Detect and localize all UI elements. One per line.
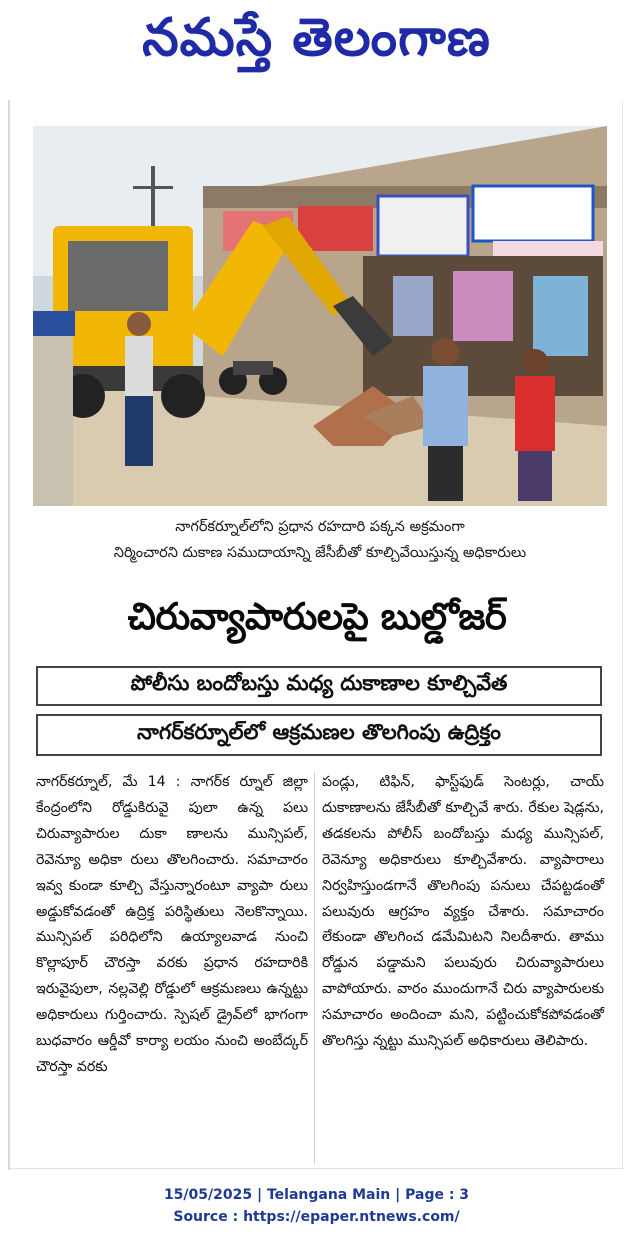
article-column-right — [322, 770, 604, 1055]
photo-caption — [40, 514, 600, 566]
article-text-right: పండ్లు, టిఫిన్‌, ఫాస్ట్‌ఫుడ్‌ సెంటర్లు, చాయ్‌ దుకాణాలను జేసీబీతో కూల్చివే శారు. రేకుల షెడ్లను, తడకలను పోలీస్‌ బందోబస్తు మధ్య మున్సిపల్‌, రెవెన్యూ అధికారులు కూల్చివేశారు. వ్యాపారాలు నిర్వహిస్తుండగానే తొలగింపు పనులు చేపట్టడంతో పలువురు ఆగ్రహం వ్యక్తం చేశారు. సమాచారం లేకుండా తొలగించ డమేమిటని నిలదీశారు. తాము రోడ్డున పడ్డామని పలువురు చిరువ్యాపారులు వాపోయారు. వారం ముందుగానే చిరు వ్యాపారులకు సమాచారం అందించా మని, పట్టించుకోకపోవడంతో తొలగిస్తు న్నట్టు మున్సిపల్‌ అధికారులు తెలిపారు. — [322, 774, 604, 1050]
right-page-rule — [622, 100, 623, 1170]
footer — [0, 1184, 633, 1228]
headline: చిరువ్యాపారులపై బుల్డోజర్ — [127, 595, 507, 638]
footer-date-edition-page: 15/05/2025 | Telangana Main | Page : 3 — [163, 1187, 470, 1203]
bulldozer-photo-icon — [33, 126, 607, 506]
footer-source-link[interactable]: Source : https://epaper.ntnews.com/ — [173, 1209, 460, 1225]
caption-line-1: నాగర్‌కర్నూల్‌లోని ప్రధాన రహదారి పక్కన అక్రమంగా — [175, 519, 465, 535]
news-photo — [33, 126, 607, 506]
column-divider — [314, 772, 315, 1164]
masthead — [0, 0, 633, 88]
left-page-rule — [8, 100, 10, 1170]
article-text-left: నాగర్‌కర్నూల్‌, మే 14 : నాగర్‌క ర్నూల్‌ జిల్లా కేంద్రంలోని రోడ్డుకిరువై పులా ఉన్న పలు చిరువ్యాపారుల దుకా ణాలను మున్సిపల్‌, రెవెన్యూ అధికా రులు తొలగించారు. సమాచారం ఇవ్వ కుండా కూల్చి వేస్తున్నారంటూ వ్యాపా రులు అడ్డుకోవడంతో ఉద్రిక్త పరిస్థితులు నెలకొన్నాయి. మున్సిపల్‌ పరిధిలోని ఉయ్యాలవాడ నుంచి కొల్లాపూర్‌ చౌరస్తా వరకు ప్రధాన రహదారికి ఇరువైపులా, నల్లవెల్లి రోడ్డులో ఆక్రమణలు ఉన్నట్టు అధికారులు గుర్తించారు. స్పెషల్‌ డ్రైవ్‌లో భాగంగా బుధవారం ఆర్డీవో కార్యా లయం నుంచి అంబేద్కర్‌ చౌరస్తా వరకు — [36, 774, 308, 1075]
article-column-left — [36, 770, 308, 1081]
bottom-page-rule — [10, 1168, 622, 1169]
subheadline-tension: నాగర్‌కర్నూల్‌లో ఆక్రమణల తొలగింపు ఉద్రిక్తం — [36, 714, 602, 756]
subheadline-police-bandobast: పోలీసు బందోబస్తు మధ్య దుకాణాల కూల్చివేత — [36, 666, 602, 706]
caption-line-2: నిర్మించారని దుకాణ సముదాయాన్ని జేసీబీతో కూల్చివేయిస్తున్న అధికారులు — [113, 545, 527, 561]
newspaper-title: నమస్తే తెలంగాణ — [142, 7, 491, 68]
